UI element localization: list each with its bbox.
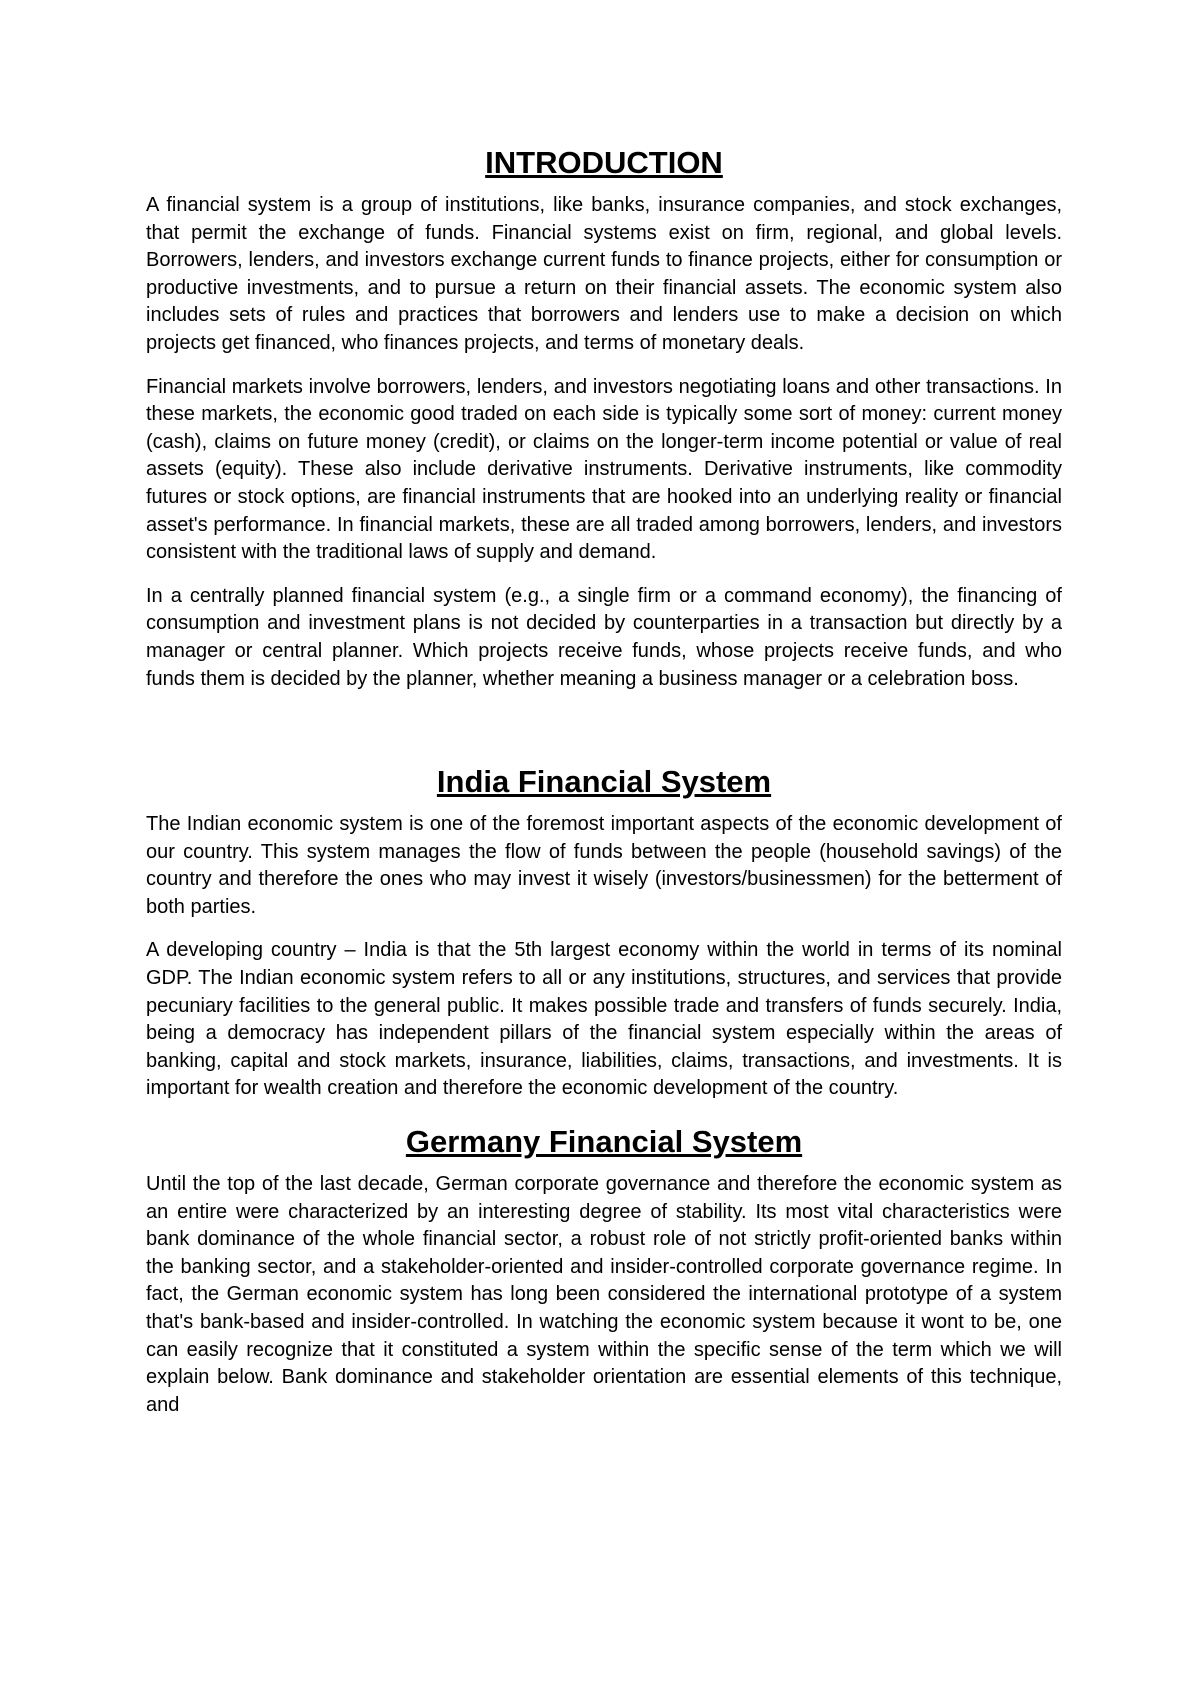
- section-spacer: [146, 709, 1062, 759]
- germany-financial-system-heading: Germany Financial System: [405, 1124, 803, 1160]
- india-financial-system-heading: India Financial System: [436, 764, 772, 800]
- document-body: [146, 140, 1062, 1435]
- introduction-paragraph-1: A financial system is a group of institutions, like banks, insurance companies, and stock exchanges, that permit the exchange of funds. Financial systems exist on firm, regional, and global levels. Borrowers, lenders, and investors exchange current funds to finance projects, either for consumption or productive investments, and to pursue a return on their financial assets. The economic system also includes sets of rules and practices that borrowers and lenders use to make a decision on which projects get financed, who finances projects, and terms of monetary deals.: [146, 194, 1062, 354]
- germany-paragraph-1: Until the top of the last decade, German corporate governance and therefore the economic system as an entire were characterized by an interesting degree of stability. Its most vital characteristics were bank dominance of the whole financial sector, a robust role of not strictly profit-oriented banks within the banking sector, and a stakeholder-oriented and insider-controlled corporate governance regime. In fact, the German economic system has long been considered the international prototype of a system that's bank-based and insider-controlled. In watching the economic system because it wont to be, one can easily recognize that it constituted a system within the specific sense of the term which we will explain below. Bank dominance and stakeholder orientation are essential elements of this technique, and: [146, 1173, 1062, 1416]
- india-paragraph-2: A developing country – India is that the 5th largest economy within the world in terms of its nominal GDP. The Indian economic system refers to all or any institutions, structures, and services that provide pecuniary facilities to the general public. It makes possible trade and transfers of funds securely. India, being a democracy has independent pillars of the financial system especially within the areas of banking, capital and stock markets, insurance, liabilities, claims, transactions, and investments. It is important for wealth creation and therefore the economic development of the country.: [146, 939, 1062, 1100]
- introduction-paragraph-2: Financial markets involve borrowers, lenders, and investors negotiating loans and other transactions. In these markets, the economic good traded on each side is typically some sort of money: current money (cash), claims on future money (credit), or claims on the longer-term income potential or value of real assets (equity). These also include derivative instruments. Derivative instruments, like commodity futures or stock options, are financial instruments that are hooked into an underlying reality or financial asset's performance. In financial markets, these are all traded among borrowers, lenders, and investors consistent with the traditional laws of supply and demand.: [146, 375, 1062, 564]
- india-paragraph-1: The Indian economic system is one of the foremost important aspects of the economic development of our country. This system manages the flow of funds between the people (household savings) of the country and therefore the ones who may invest it wisely (investors/businessmen) for the betterment of both parties.: [146, 813, 1062, 918]
- introduction-heading: INTRODUCTION: [485, 145, 723, 180]
- introduction-paragraph-3: In a centrally planned financial system (e.g., a single firm or a command economy), the financing of consumption and investment plans is not decided by counterparties in a transaction but directly by a manager or central planner. Which projects receive funds, whose projects receive funds, and who funds them is decided by the planner, whether meaning a business manager or a celebration boss.: [146, 584, 1062, 690]
